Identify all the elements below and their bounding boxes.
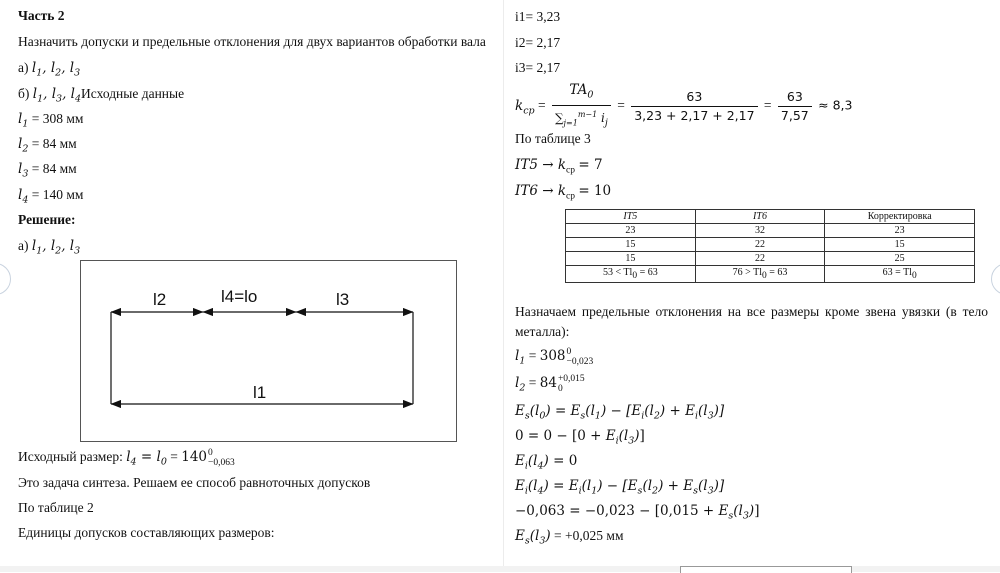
- equation-6: $E_s(l_3) = +0,025$ мм: [515, 528, 624, 547]
- equation-1: $E_s(l_0) = E_s(l_1) - [E_i(l_2) + E_i(l_3)]$: [515, 403, 725, 422]
- variant-a-repeat: а) $l_1$, $l_2$, $l_3$: [18, 238, 81, 257]
- label-l1: l1: [253, 383, 267, 402]
- dimension-chain-diagram: [80, 260, 457, 442]
- table-cell: $63 = Tl_0$: [825, 266, 975, 283]
- table-header: IT5: [566, 210, 696, 224]
- table-header-row: [566, 210, 975, 224]
- equation-3: $E_i(l_4) = 0$: [515, 453, 578, 472]
- l2-deviation-line: $l_2 = 84$ +0,015 0: [515, 374, 585, 394]
- equation-5: $-0,063 = -0,023 - [0,015 + E_s(l_3)]$: [515, 503, 760, 522]
- table-row: [566, 238, 975, 252]
- table-header: IT6: [695, 210, 825, 224]
- base-size-line: Исходный размер: $l_4 = l_0 = 140$ 0 −0,063: [18, 448, 235, 468]
- table-header: Корректировка: [825, 210, 975, 224]
- table-cell: 32: [695, 224, 825, 238]
- kcp-formula: $k_{cp}$ = $\frac{TA_0}{\sum_{j=1}^{m-1} i_j}$ = $\frac{63}{3,23 + 2,17 + 2,17}$ = $\frac{63}{7,57}$ ≈ 8,3: [515, 82, 852, 131]
- table-cell: 22: [695, 238, 825, 252]
- kcp-fraction-2: $\frac{63}{3,23 + 2,17 + 2,17}$: [631, 89, 757, 124]
- equation-2: $0 = 0 - [0 + E_i(l_3)]$: [515, 428, 645, 447]
- task-text: Назначить допуски и предельные отклонения для двух вариантов обработки вала: [18, 34, 486, 49]
- table-cell: $53 < Tl_0 = 63$: [566, 266, 696, 283]
- tolerance-units-text: Единицы допусков составляющих размеров:: [18, 525, 275, 540]
- table-cell: 22: [695, 252, 825, 266]
- table-cell: 15: [825, 238, 975, 252]
- kcp-fraction-1: $\frac{TA_0}{\sum_{j=1}^{m-1} i_j}$: [552, 82, 611, 131]
- table-cell: 23: [825, 224, 975, 238]
- dimension-chain-svg: [81, 261, 456, 441]
- table-cell: 23: [566, 224, 696, 238]
- right-page: [515, 0, 1000, 572]
- label-l3: l3: [336, 290, 350, 309]
- table2-ref: По таблице 2: [18, 500, 94, 515]
- it6-line: $IT6 \to k_{ср} = 10$: [515, 183, 612, 202]
- variant-b-line: б) $l_1$, $l_3$, $l_4Исходные$ данные: [18, 86, 185, 105]
- i2-value: i2= 2,17: [515, 35, 561, 50]
- table-cell: 15: [566, 252, 696, 266]
- table-cell: 15: [566, 238, 696, 252]
- l2-value: $l_2 = 84$ мм: [18, 136, 77, 155]
- kcp-fraction-3: $\frac{63}{7,57}$: [778, 89, 812, 124]
- l4-value: $l_4 = 140$ мм: [18, 187, 84, 206]
- assign-deviations-text: Назначаем предельные отклонения на все размеры кроме звена увязки (в тело металла):: [515, 304, 988, 339]
- page-gutter: [503, 0, 504, 572]
- equation-4: $E_i(l_4) = E_i(l_1) - [E_s(l_2) + E_s(l_3)]$: [515, 478, 725, 497]
- l3-value: $l_3 = 84$ мм: [18, 161, 77, 180]
- table-row: [566, 224, 975, 238]
- variant-a-line: а) $l_1$, $l_2$, $l_3$: [18, 60, 81, 79]
- table3-ref: По таблице 3: [515, 131, 591, 146]
- table-cell: 25: [825, 252, 975, 266]
- i3-value: i3= 2,17: [515, 60, 561, 75]
- it5-line: $IT5 \to k_{ср} = 7$: [515, 157, 603, 176]
- l1-value: $l_1 = 308$ мм: [18, 111, 84, 130]
- table-row: [566, 252, 975, 266]
- synthesis-text: Это задача синтеза. Решаем ее способ равноточных допусков: [18, 475, 371, 490]
- label-l2: l2: [153, 290, 167, 309]
- part-heading: Часть 2: [18, 8, 65, 23]
- label-l4: l4=lo: [221, 287, 258, 306]
- table-cell: $76 > Tl_0 = 63$: [695, 266, 825, 283]
- table-row: [566, 266, 975, 283]
- i1-value: i1= 3,23: [515, 9, 561, 24]
- left-page: [18, 0, 503, 572]
- tolerance-table: [565, 209, 975, 283]
- solution-heading: Решение:: [18, 212, 76, 227]
- prev-page-button[interactable]: [0, 263, 11, 295]
- l1-deviation-line: $l_1 = 308$ 0 −0,023: [515, 347, 594, 367]
